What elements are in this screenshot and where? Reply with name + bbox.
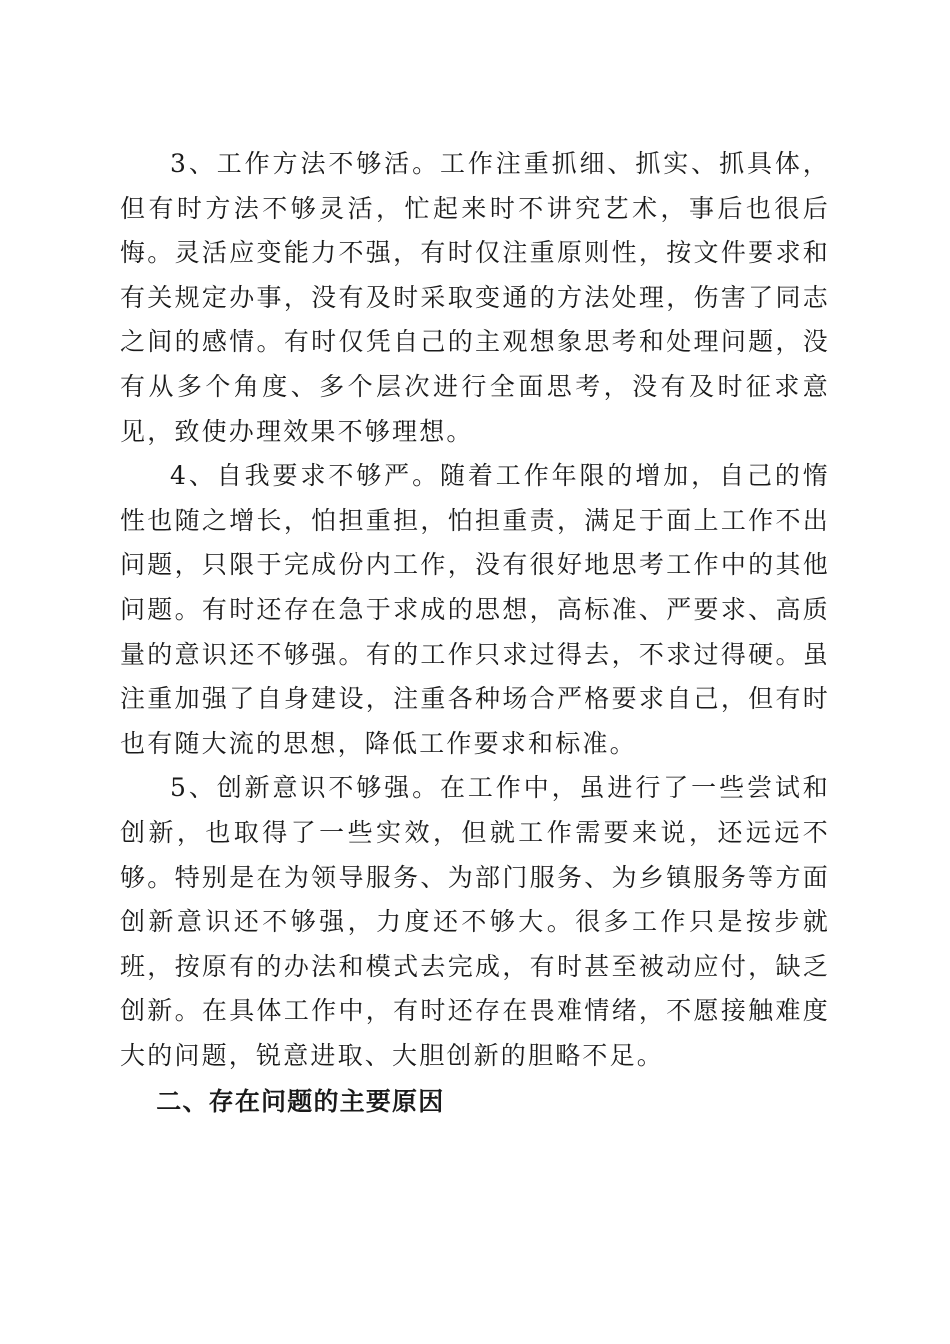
document-body: [120, 142, 830, 1125]
section-heading: 二、存在问题的主要原因: [156, 1087, 445, 1117]
paragraph-innovation: 5、创新意识不够强。在工作中，虽进行了一些尝试和创新，也取得了一些实效，但就工作需要来说，还远远不够。特别是在为领导服务、为部门服务、为乡镇服务等方面创新意识还不够强，力度还不够大。很多工作只是按步就班，按原有的办法和模式去完成，有时甚至被动应付，缺乏创新。在具体工作中，有时还存在畏难情绪，不愿接触难度大的问题，锐意进取、大胆创新的胆略不足。: [120, 773, 830, 1070]
paragraph-method: 3、工作方法不够活。工作注重抓细、抓实、抓具体，但有时方法不够灵活，忙起来时不讲究艺术，事后也很后悔。灵活应变能力不强，有时仅注重原则性，按文件要求和有关规定办事，没有及时采取变通的方法处理，伤害了同志之间的感情。有时仅凭自己的主观想象思考和处理问题，没有从多个角度、多个层次进行全面思考，没有及时征求意见，致使办理效果不够理想。: [120, 149, 830, 446]
paragraph-self-discipline: 4、自我要求不够严。随着工作年限的增加，自己的惰性也随之增长，怕担重担，怕担重责，满足于面上工作不出问题，只限于完成份内工作，没有很好地思考工作中的其他问题。有时还存在急于求成的思想，高标准、严要求、高质量的意识还不够强。有的工作只求过得去，不求过得硬。虽注重加强了自身建设，注重各种场合严格要求自己，但有时也有随大流的思想，降低工作要求和标准。: [120, 461, 830, 758]
